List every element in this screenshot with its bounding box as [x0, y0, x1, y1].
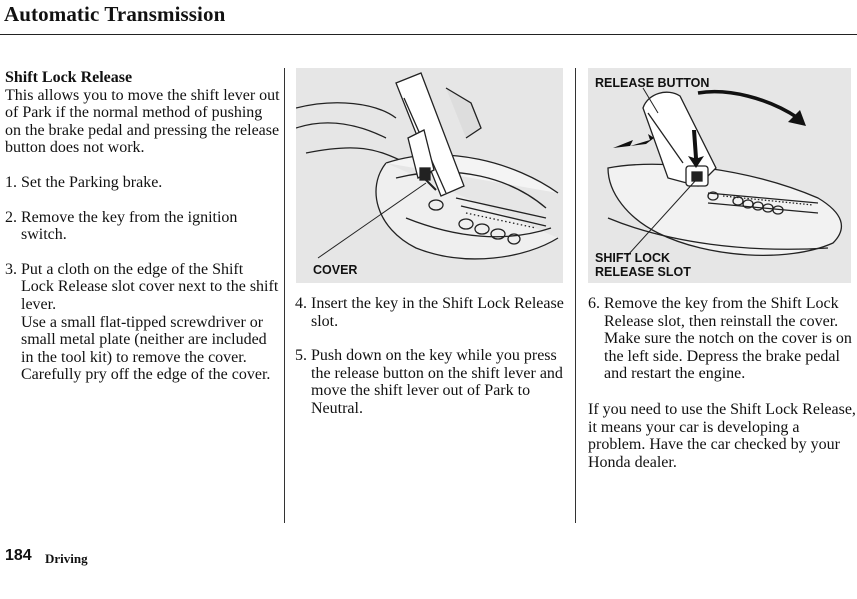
step-number: 3. [5, 260, 17, 278]
column-1 [5, 69, 280, 384]
shift-console-drawing [296, 68, 563, 283]
step-number: 1. [5, 173, 17, 191]
step-text: Put a cloth on the edge of the Shift Lock Release slot cover next to the shift lever. [21, 260, 279, 313]
step-text: Set the Parking brake. [21, 173, 163, 191]
column-3 [588, 295, 856, 471]
step-text: Push down on the key while you press the release button on the shift lever and move the shift lever out of Park to Neutral. [311, 347, 563, 417]
step-number: 4. [295, 295, 307, 312]
step-1 [5, 174, 280, 192]
steps-list-1 [5, 174, 280, 384]
intro-paragraph: This allows you to move the shift lever out of Park if the normal method of pushing on the brake pedal and pressing the release button does not work. [5, 86, 280, 157]
column-divider-1 [284, 68, 285, 523]
column-2 [295, 295, 570, 418]
step-6 [588, 295, 856, 383]
step-2 [5, 209, 280, 244]
column-divider-2 [575, 68, 576, 523]
step-5 [295, 347, 570, 417]
dealer-note: If you need to use the Shift Lock Release, it means your car is developing a problem. Have the car checked by your Honda dealer. [588, 400, 856, 471]
step-number: 5. [295, 347, 307, 365]
step-4 [295, 295, 570, 330]
figure-cover-illustration [296, 68, 563, 283]
page-title: Automatic Transmission [4, 2, 226, 26]
cover-label: COVER [313, 263, 358, 277]
step-text: Remove the key from the ignition switch. [21, 208, 238, 244]
shift-lock-slot-label-line1: SHIFT LOCK [595, 251, 670, 265]
step-text: Remove the key from the Shift Lock Release slot, then reinstall the cover. Make sure the notch on the cover is on the left side. Depress the brake pedal and restart the engine. [604, 295, 852, 383]
step-text: Insert the key in the Shift Lock Release slot. [311, 295, 564, 330]
release-button-label: RELEASE BUTTON [595, 76, 710, 90]
step-number: 6. [588, 295, 600, 312]
step-3 [5, 261, 280, 384]
step-text-extra: Use a small flat-tipped screwdriver or small metal plate (neither are included in the tool kit) to remove the cover. Carefully pry off the edge of the cover. [21, 313, 271, 384]
title-rule [0, 34, 857, 35]
page-number: 184 [5, 547, 32, 564]
step-number: 2. [5, 208, 17, 226]
figure-release-button-illustration [588, 68, 851, 283]
section-heading: Shift Lock Release [5, 69, 133, 86]
section-name: Driving [45, 551, 88, 566]
shift-lock-slot-label-line2: RELEASE SLOT [595, 265, 691, 279]
